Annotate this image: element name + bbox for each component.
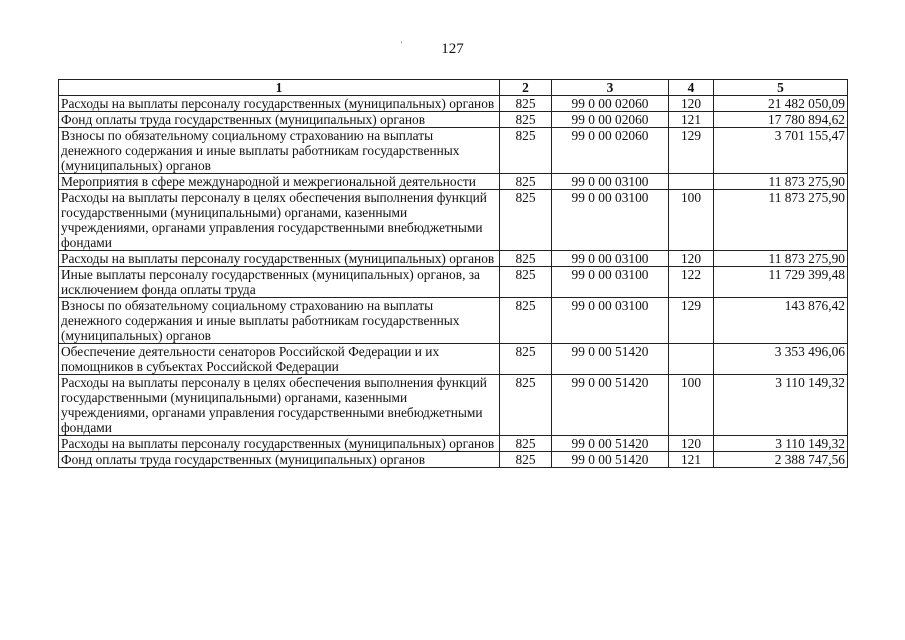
row-type-cell <box>669 174 714 190</box>
header-col-2: 2 <box>500 80 552 96</box>
table-row <box>59 112 848 128</box>
row-name-cell: Расходы на выплаты персоналу в целях обеспечения выполнения функций государственными (муниципальными) органами, казенными учреждениями, органами управления государственными внебюджетными фондами <box>59 375 500 436</box>
scan-mark: ' <box>401 40 403 49</box>
row-name-cell: Взносы по обязательному социальному страхованию на выплаты денежного содержания и иные выплаты работникам государственных (муниципальных) органов <box>59 298 500 344</box>
table-row <box>59 251 848 267</box>
row-name-cell: Расходы на выплаты персоналу в целях обеспечения выполнения функций государственными (муниципальными) органами, казенными учреждениями, органами управления государственными внебюджетными фондами <box>59 190 500 251</box>
row-type-cell: 121 <box>669 452 714 468</box>
row-target-cell: 99 0 00 03100 <box>552 251 669 267</box>
row-code-cell: 825 <box>500 375 552 436</box>
row-target-cell: 99 0 00 03100 <box>552 267 669 298</box>
row-target-cell: 99 0 00 51420 <box>552 375 669 436</box>
table-row <box>59 96 848 112</box>
row-amount-cell: 3 701 155,47 <box>714 128 848 174</box>
row-type-cell: 120 <box>669 436 714 452</box>
row-amount-cell: 3 110 149,32 <box>714 436 848 452</box>
row-type-cell: 100 <box>669 375 714 436</box>
table-row <box>59 298 848 344</box>
row-amount-cell: 3 353 496,06 <box>714 344 848 375</box>
row-type-cell <box>669 344 714 375</box>
row-type-cell: 129 <box>669 298 714 344</box>
row-amount-cell: 3 110 149,32 <box>714 375 848 436</box>
row-amount-cell: 11 729 399,48 <box>714 267 848 298</box>
row-name-cell: Расходы на выплаты персоналу государственных (муниципальных) органов <box>59 251 500 267</box>
header-col-4: 4 <box>669 80 714 96</box>
row-target-cell: 99 0 00 03100 <box>552 174 669 190</box>
row-type-cell: 120 <box>669 251 714 267</box>
page-number: 127 <box>441 41 464 57</box>
row-target-cell: 99 0 00 02060 <box>552 128 669 174</box>
row-name-cell: Взносы по обязательному социальному страхованию на выплаты денежного содержания и иные выплаты работникам государственных (муниципальных) органов <box>59 128 500 174</box>
row-target-cell: 99 0 00 03100 <box>552 298 669 344</box>
row-amount-cell: 143 876,42 <box>714 298 848 344</box>
row-amount-cell: 11 873 275,90 <box>714 251 848 267</box>
row-target-cell: 99 0 00 03100 <box>552 190 669 251</box>
row-code-cell: 825 <box>500 267 552 298</box>
table-row <box>59 452 848 468</box>
table-row <box>59 128 848 174</box>
row-target-cell: 99 0 00 51420 <box>552 436 669 452</box>
row-code-cell: 825 <box>500 298 552 344</box>
row-type-cell: 121 <box>669 112 714 128</box>
row-name-cell: Расходы на выплаты персоналу государственных (муниципальных) органов <box>59 436 500 452</box>
header-col-5: 5 <box>714 80 848 96</box>
row-name-cell: Обеспечение деятельности сенаторов Российской Федерации и их помощников в субъектах Российской Федерации <box>59 344 500 375</box>
row-amount-cell: 21 482 050,09 <box>714 96 848 112</box>
row-code-cell: 825 <box>500 128 552 174</box>
row-code-cell: 825 <box>500 251 552 267</box>
row-type-cell: 100 <box>669 190 714 251</box>
row-code-cell: 825 <box>500 452 552 468</box>
header-col-1: 1 <box>59 80 500 96</box>
row-target-cell: 99 0 00 51420 <box>552 452 669 468</box>
row-code-cell: 825 <box>500 112 552 128</box>
table-row <box>59 267 848 298</box>
table-row <box>59 190 848 251</box>
row-name-cell: Мероприятия в сфере международной и межрегиональной деятельности <box>59 174 500 190</box>
row-amount-cell: 11 873 275,90 <box>714 174 848 190</box>
row-amount-cell: 17 780 894,62 <box>714 112 848 128</box>
row-name-cell: Расходы на выплаты персоналу государственных (муниципальных) органов <box>59 96 500 112</box>
row-amount-cell: 2 388 747,56 <box>714 452 848 468</box>
row-code-cell: 825 <box>500 190 552 251</box>
table-row <box>59 436 848 452</box>
row-name-cell: Фонд оплаты труда государственных (муниципальных) органов <box>59 452 500 468</box>
budget-table <box>58 79 848 468</box>
table-row <box>59 375 848 436</box>
row-amount-cell: 11 873 275,90 <box>714 190 848 251</box>
row-code-cell: 825 <box>500 96 552 112</box>
row-type-cell: 120 <box>669 96 714 112</box>
table-row <box>59 344 848 375</box>
header-row <box>59 80 848 96</box>
table-body <box>59 96 848 468</box>
row-target-cell: 99 0 00 02060 <box>552 112 669 128</box>
row-code-cell: 825 <box>500 344 552 375</box>
header-col-3: 3 <box>552 80 669 96</box>
row-type-cell: 129 <box>669 128 714 174</box>
row-code-cell: 825 <box>500 174 552 190</box>
row-code-cell: 825 <box>500 436 552 452</box>
row-type-cell: 122 <box>669 267 714 298</box>
table-row <box>59 174 848 190</box>
row-name-cell: Иные выплаты персоналу государственных (муниципальных) органов, за исключением фонда оплаты труда <box>59 267 500 298</box>
row-target-cell: 99 0 00 02060 <box>552 96 669 112</box>
row-name-cell: Фонд оплаты труда государственных (муниципальных) органов <box>59 112 500 128</box>
row-target-cell: 99 0 00 51420 <box>552 344 669 375</box>
